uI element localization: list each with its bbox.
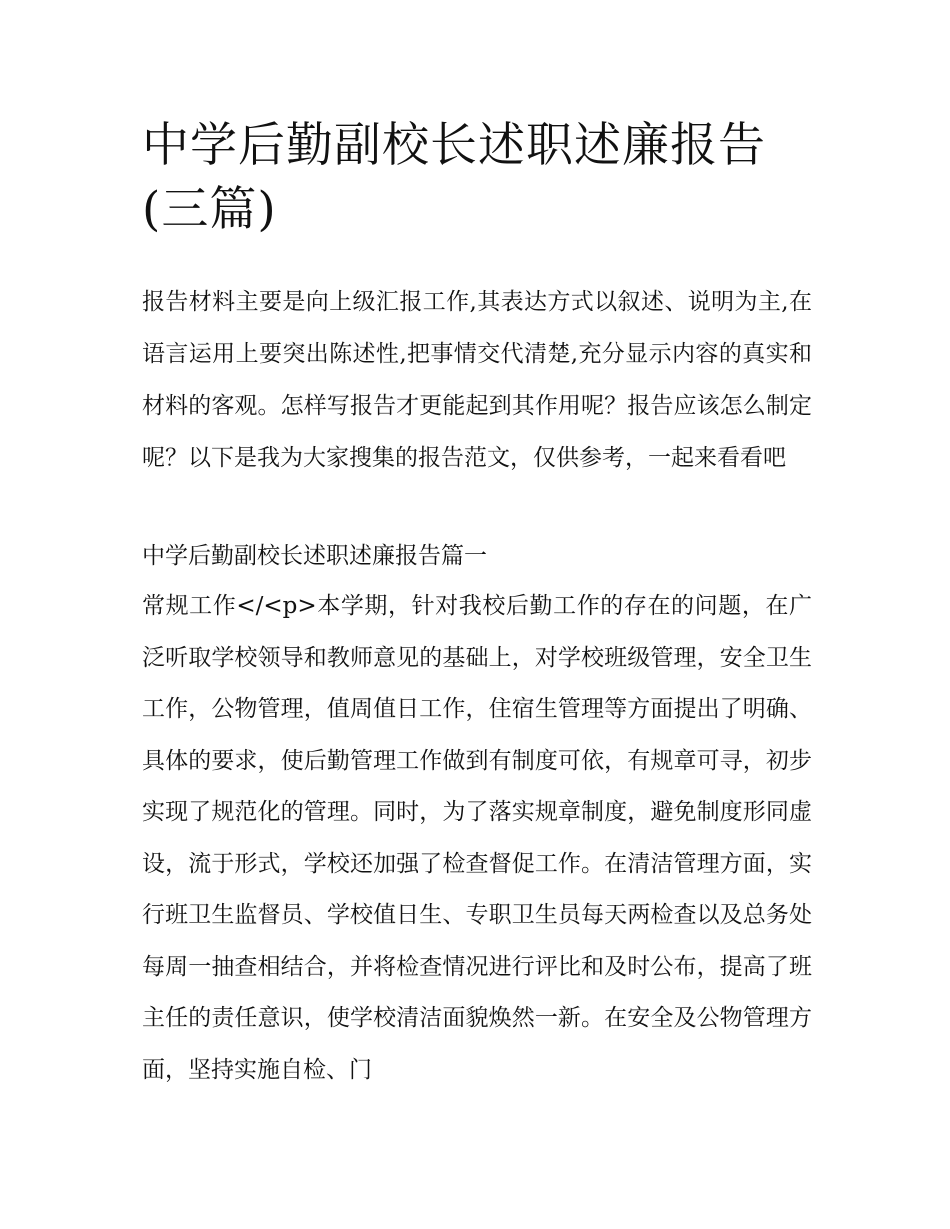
intro-paragraph: 报告材料主要是向上级汇报工作,其表达方式以叙述、说明为主,在语言运用上要突出陈述性,把事情交代清楚,充分显示内容的真实和材料的客观。怎样写报告才更能起到其作用呢？报告应该怎么制定呢？以下是我为大家搜集的报告范文，仅供参考，一起来看看吧 [142, 289, 812, 471]
body-paragraph: 常规工作</<p>本学期，针对我校后勤工作的存在的问题，在广泛听取学校领导和教师意见的基础上，对学校班级管理，安全卫生工作，公物管理，值周值日工作，住宿生管理等方面提出了明确、具体的要求，使后勤管理工作做到有制度可依，有规章可寻，初步实现了规范化的管理。同时，为了落实规章制度，避免制度形同虚设，流于形式，学校还加强了检查督促工作。在清洁管理方面，实行班卫生监督员、学校值日生、专职卫生员每天两检查以及总务处每周一抽查相结合，并将检查情况进行评比和及时公布，提高了班主任的责任意识，使学校清洁面貌焕然一新。在安全及公物管理方面，坚持实施自检、门 [142, 593, 812, 1083]
document-title: 中学后勤副校长述职述廉报告(三篇) [142, 118, 766, 237]
section-heading: 中学后勤副校长述职述廉报告篇一 [142, 543, 487, 569]
